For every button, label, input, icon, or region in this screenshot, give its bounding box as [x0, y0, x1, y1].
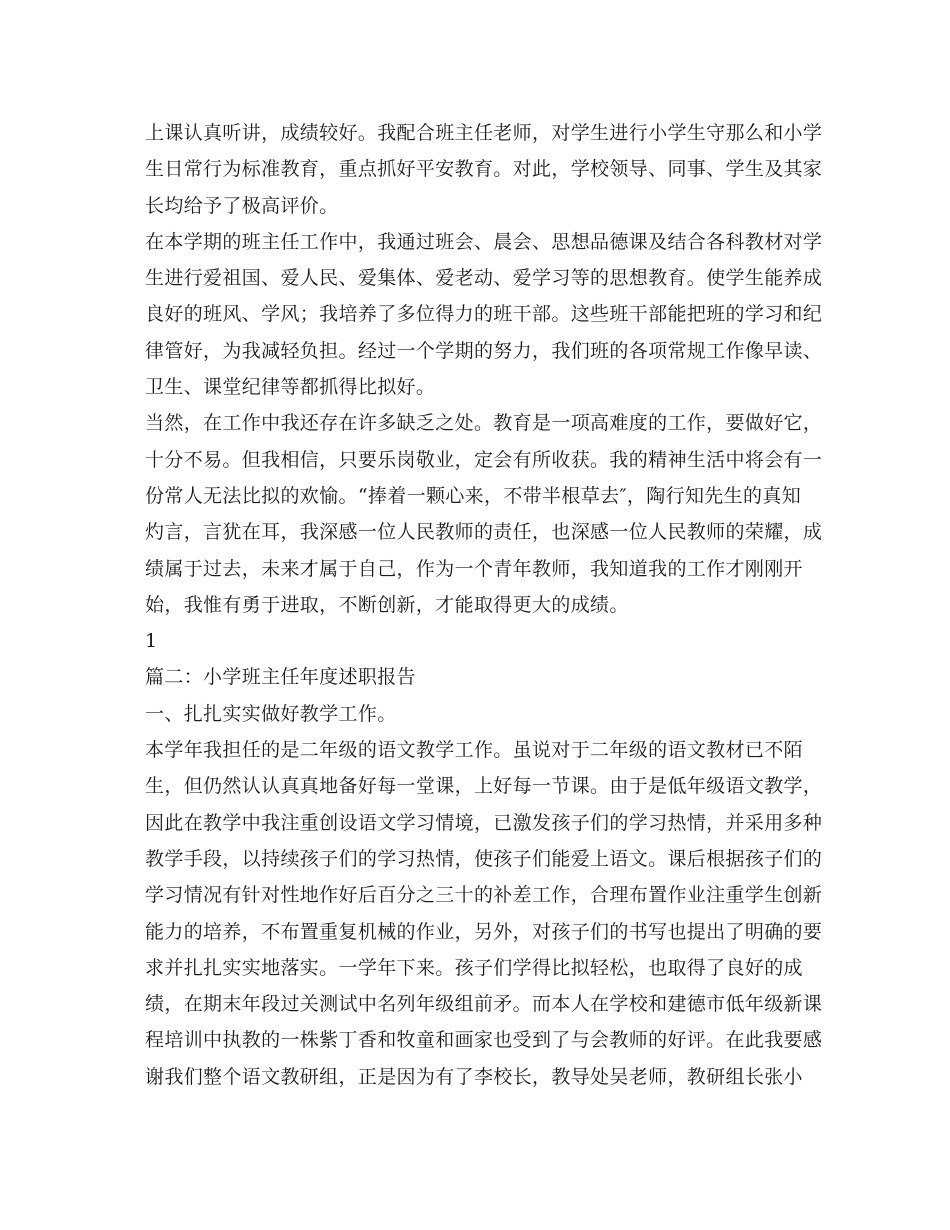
paragraph-line: 本学年我担任的是二年级的语文教学工作。虽说对于二年级的语文教材已不陌: [145, 739, 803, 762]
paragraph-line: 上课认真听讲，成绩较好。我配合班主任老师，对学生进行小学生守那么和小学: [145, 122, 823, 144]
paragraph-line: 长均给予了极高评价。: [145, 194, 339, 217]
paragraph-line: 教学手段，以持续孩子们的学习热情，使孩子们能爱上语文。课后根据孩子们的: [145, 847, 823, 870]
paragraph-line: 能力的培养，不布置重复机械的作业，另外，对孩子们的书写也提出了明确的要: [145, 920, 823, 943]
paragraph-line: 绩，在期末年段过关测试中名列年级组前矛。而本人在学校和建德市低年级新课: [145, 993, 823, 1016]
paragraph-line: 良好的班风、学风；我培养了多位得力的班干部。这些班干部能把班的学习和纪: [145, 303, 823, 326]
section-heading: 一、扎扎实实做好教学工作。: [145, 702, 397, 725]
document-page: [145, 115, 823, 1095]
paragraph-line: 绩属于过去，未来才属于自己，作为一个青年教师，我知道我的工作才刚刚开: [145, 557, 803, 580]
paragraph-line: 灼言，言犹在耳，我深感一位人民教师的责任，也深感一位人民教师的荣耀，成: [145, 521, 823, 544]
paragraph-line: 十分不易。但我相信，只要乐岗敬业，定会有所收获。我的精神生活中将会有一: [145, 448, 823, 471]
paragraph-line: 生进行爱祖国、爱人民、爱集体、爱老动、爱学习等的思想教育。使学生能养成: [145, 267, 823, 290]
paragraph-line: 因此在教学中我注重创设语文学习情境，已激发孩子们的学习热情，并采用多种: [145, 811, 823, 834]
paragraph-line: 在本学期的班主任工作中，我通过班会、晨会、思想品德课及结合各科教材对学: [145, 230, 823, 253]
paragraph-line: 始，我惟有勇于进取，不断创新，才能取得更大的成绩。: [145, 593, 629, 616]
paragraph-line: 生，但仍然认认真真地备好每一堂课，上好每一节课。由于是低年级语文教学，: [145, 775, 823, 798]
paragraph-line: 学习情况有针对性地作好后百分之三十的补差工作，合理布置作业注重学生创新: [145, 884, 823, 907]
section-title: 篇二：小学班主任年度述职报告: [145, 666, 416, 689]
paragraph-line: 程培训中执教的一株紫丁香和牧童和画家也受到了与会教师的好评。在此我要感: [145, 1029, 823, 1052]
paragraph-line: 求并扎扎实实地落实。一学年下来。孩子们学得比拟轻松，也取得了良好的成: [145, 956, 803, 979]
page-number: 1: [145, 630, 158, 653]
paragraph-line: 律管好，为我减轻负担。经过一个学期的努力，我们班的各项常规工作像早读、: [145, 339, 823, 362]
paragraph-line: 份常人无法比拟的欢愉。“捧着一颗心来，不带半根草去″，陶行知先生的真知: [145, 484, 802, 507]
paragraph-line: 卫生、课堂纪律等都抓得比拟好。: [145, 376, 436, 399]
paragraph-line: 谢我们整个语文教研组，正是因为有了李校长，教导处吴老师，教研组长张小: [145, 1065, 803, 1088]
paragraph-line: 当然，在工作中我还存在许多缺乏之处。教育是一项高难度的工作，要做好它，: [145, 412, 823, 435]
paragraph-line: 生日常行为标准教育，重点抓好平安教育。对此，学校领导、同事、学生及其家: [145, 158, 823, 181]
